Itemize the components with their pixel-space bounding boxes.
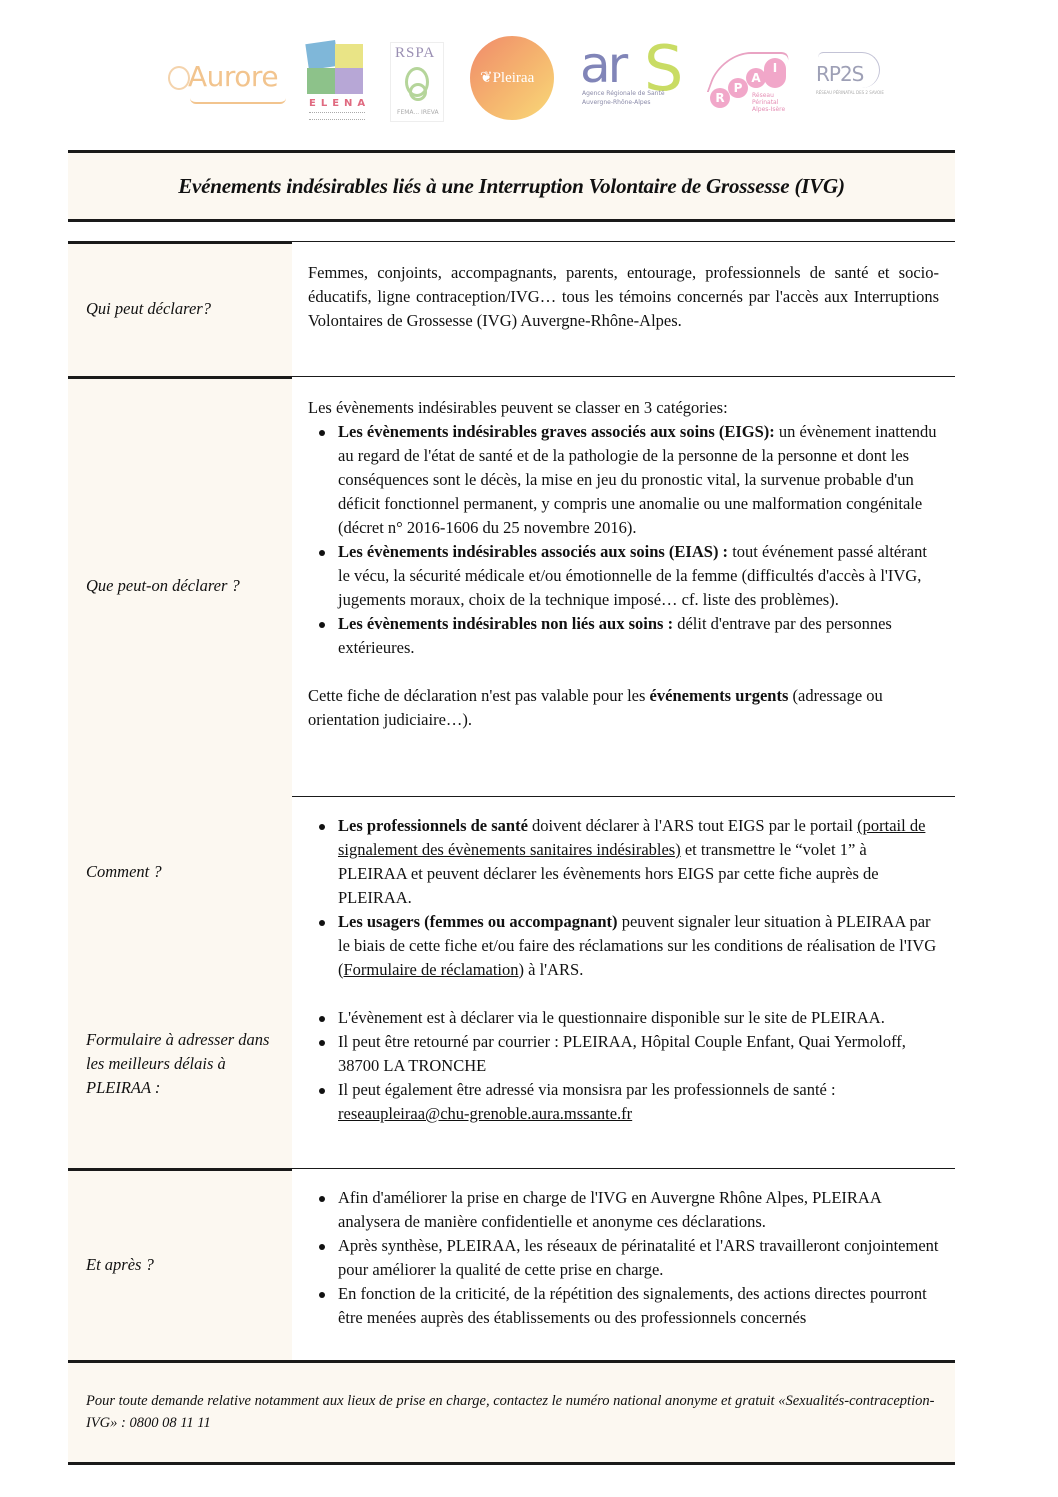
rpai-letter: I — [764, 58, 786, 88]
row-content — [292, 241, 955, 376]
info-table — [68, 241, 955, 1361]
list-item-text: doivent déclarer à l'ARS tout EIGS par le portail — [527, 816, 858, 835]
email-link[interactable]: reseaupleiraa@chu-grenoble.aura.mssante.fr — [338, 1104, 633, 1123]
puzzle-piece-icon — [335, 44, 363, 70]
note-text: Cette fiche de déclaration n'est pas valable pour les — [308, 686, 650, 705]
note-bold: événements urgents — [649, 686, 789, 705]
formulaire-reclamation-link[interactable]: Formulaire de réclamation — [343, 960, 519, 979]
list-item — [308, 910, 939, 982]
rspa-logo — [390, 42, 444, 122]
puzzle-piece-icon — [307, 68, 337, 94]
rp2s-logo — [814, 50, 884, 108]
pleiraa-logo-text — [480, 68, 534, 87]
list-item — [308, 814, 939, 910]
rspa-subtitle: FEMA... IREVA — [397, 109, 439, 116]
list-item — [308, 420, 939, 540]
ars-line2: Auvergne-Rhône-Alpes — [582, 99, 651, 106]
ars-logo-text: ar — [580, 36, 626, 94]
category-list — [308, 420, 939, 660]
row-content — [292, 376, 955, 796]
list-item-title: Les professionnels de santé — [338, 816, 528, 835]
list-item: Afin d'améliorer la prise en charge de l'IVG en Auvergne Rhône Alpes, PLEIRAA analysera de manière confidentielle et anonyme ces déclarations. — [308, 1186, 939, 1234]
list-item-text: un évènement inattendu au regard de l'état de santé et de la pathologie de la personne de la personne et dont les conséquences sont le décès, la mise en jeu du pronostic vital, la survenue probable d'un déficit fonctionnel permanent, y compris une anomalie ou une malformation congénitale (décret n° 2016-1606 du 25 novembre 2016). — [338, 422, 937, 537]
footer-contact-text: Pour toute demande relative notamment aux lieux de prise en charge, contactez le numéro national anonyme et gratuit «Sexualités-contraception-IVG» : 0800 08 11 11 — [86, 1393, 935, 1431]
list-item-text: peuvent signaler leur situation à PLEIRAA par le biais de cette fiche et/ou faire des réclamations sur les conditions de réalisation de l'IVG ( — [338, 912, 937, 979]
ars-logo — [580, 32, 692, 112]
list-item-title: Les évènements indésirables graves associés aux soins (EIGS): — [338, 422, 775, 441]
row-label — [68, 241, 292, 376]
table-row-apres — [68, 1168, 955, 1361]
comment-list — [308, 814, 939, 982]
list-item — [308, 612, 939, 660]
elena-tagline — [309, 112, 365, 120]
ars-logo-s: S — [644, 32, 684, 105]
urgent-note — [308, 684, 939, 732]
row-label — [68, 1168, 292, 1361]
list-item-text: tout événement passé altérant le vécu, la sécurité médicale et/ou émotionnelle de la femme (difficultés d'accès à l'IVG, jugements moraux, choix de la technique imposé… cf. liste des problèmes). — [338, 542, 927, 609]
list-item — [308, 540, 939, 612]
list-item — [308, 1078, 939, 1126]
list-item: Après synthèse, PLEIRAA, les réseaux de périnatalité et l'ARS travailleront conjointement pour améliorer la qualité de cette prise en charge. — [308, 1234, 939, 1282]
elena-logo-text: ELENA — [309, 98, 371, 109]
list-item-text: ) à l'ARS. — [518, 960, 584, 979]
pleiraa-logo — [470, 36, 554, 120]
row-content — [292, 1168, 955, 1361]
list-item-text: et transmettre le “volet 1” à PLEIRAA et peuvent déclarer les évènements hors EIGS par cette fiche auprès de PLEIRAA. — [338, 840, 879, 907]
puzzle-piece-icon — [335, 68, 363, 94]
portail-signalement-link[interactable]: (portail de signalement des évènements sanitaires indésirables) — [338, 816, 926, 859]
partner-logos — [160, 34, 900, 130]
table-row-qui — [68, 241, 955, 376]
rpai-letter: A — [746, 68, 766, 88]
rp2s-subtitle: RÉSEAU PÉRINATAL DES 2 SAVOIE — [816, 90, 884, 95]
page-title: Evénements indésirables liés à une Interruption Volontaire de Grossesse (IVG) — [178, 173, 845, 198]
apres-list — [308, 1186, 939, 1330]
rpai-logo — [708, 44, 790, 116]
row-label-text: Qui peut déclarer? — [86, 298, 211, 318]
row-label — [68, 376, 292, 796]
row-label-text: Que peut-on déclarer ? — [86, 576, 240, 595]
row-label — [68, 796, 292, 1168]
row-content — [292, 796, 955, 1168]
rspa-logo-text: RSPA — [395, 45, 436, 61]
table-row-comment — [68, 796, 955, 1168]
list-item-text: délit d'entrave par des personnes extérieures. — [338, 614, 892, 657]
que-intro: Les évènements indésirables peuvent se classer en 3 catégories: — [308, 398, 728, 417]
list-item — [308, 1030, 939, 1078]
pleiraa-flower-icon: ❦ — [480, 70, 493, 86]
puzzle-piece-icon — [305, 40, 338, 70]
list-item: En fonction de la criticité, de la répétition des signalements, des actions directes pourront être menées auprès des établissements ou des professionnels concernés — [308, 1282, 939, 1330]
list-item — [308, 1006, 939, 1030]
aurore-emblem-icon — [168, 66, 190, 90]
aurore-swoosh-icon — [190, 98, 286, 104]
mother-child-icon — [409, 83, 427, 101]
row-label-text: Comment ? — [86, 862, 162, 881]
row-label-text: Formulaire à adresser dans les meilleurs délais à PLEIRAA : — [86, 1030, 270, 1097]
list-item-title: Les évènements indésirables associés aux soins (EIAS) : — [338, 542, 729, 561]
rpai-letter: R — [710, 88, 730, 108]
aurore-logo — [168, 56, 286, 106]
elena-logo — [305, 40, 371, 124]
list-item-text: Il peut être retourné par courrier : PLEIRAA, Hôpital Couple Enfant, Quai Yermoloff, 38700 LA TRONCHE — [338, 1032, 906, 1075]
qui-text: Femmes, conjoints, accompagnants, parents, entourage, professionnels de santé et socio-éducatifs, ligne contraception/IVG… tous les témoins concernés par l'accès aux Interruptions Volontaires de Grossesse (IVG) Auvergne-Rhône-Alpes. — [308, 263, 939, 330]
formulaire-list — [308, 1006, 939, 1126]
note-text: (adressage ou orientation judiciaire…). — [308, 686, 883, 729]
list-item-title: Les usagers (femmes ou accompagnant) — [338, 912, 618, 931]
table-row-que — [68, 376, 955, 796]
pleiraa-name: Pleiraa — [492, 70, 535, 86]
ars-line1: Agence Régionale de Santé — [582, 90, 665, 97]
row-label-text: Et après ? — [86, 1254, 154, 1274]
rpai-subtitle: Réseau Périnatal Alpes-Isère — [752, 92, 786, 113]
list-item-text: Il peut également être adressé via monsisra par les professionnels de santé : — [338, 1080, 836, 1099]
title-band — [68, 150, 955, 222]
rp2s-logo-text: RP2S — [816, 62, 864, 86]
list-item-text: L'évènement est à déclarer via le questionnaire disponible sur le site de PLEIRAA. — [338, 1008, 885, 1027]
footer-band — [68, 1360, 955, 1465]
aurore-logo-text: Aurore — [188, 60, 279, 93]
list-item-title: Les évènements indésirables non liés aux soins : — [338, 614, 674, 633]
rpai-letter: P — [728, 78, 748, 98]
